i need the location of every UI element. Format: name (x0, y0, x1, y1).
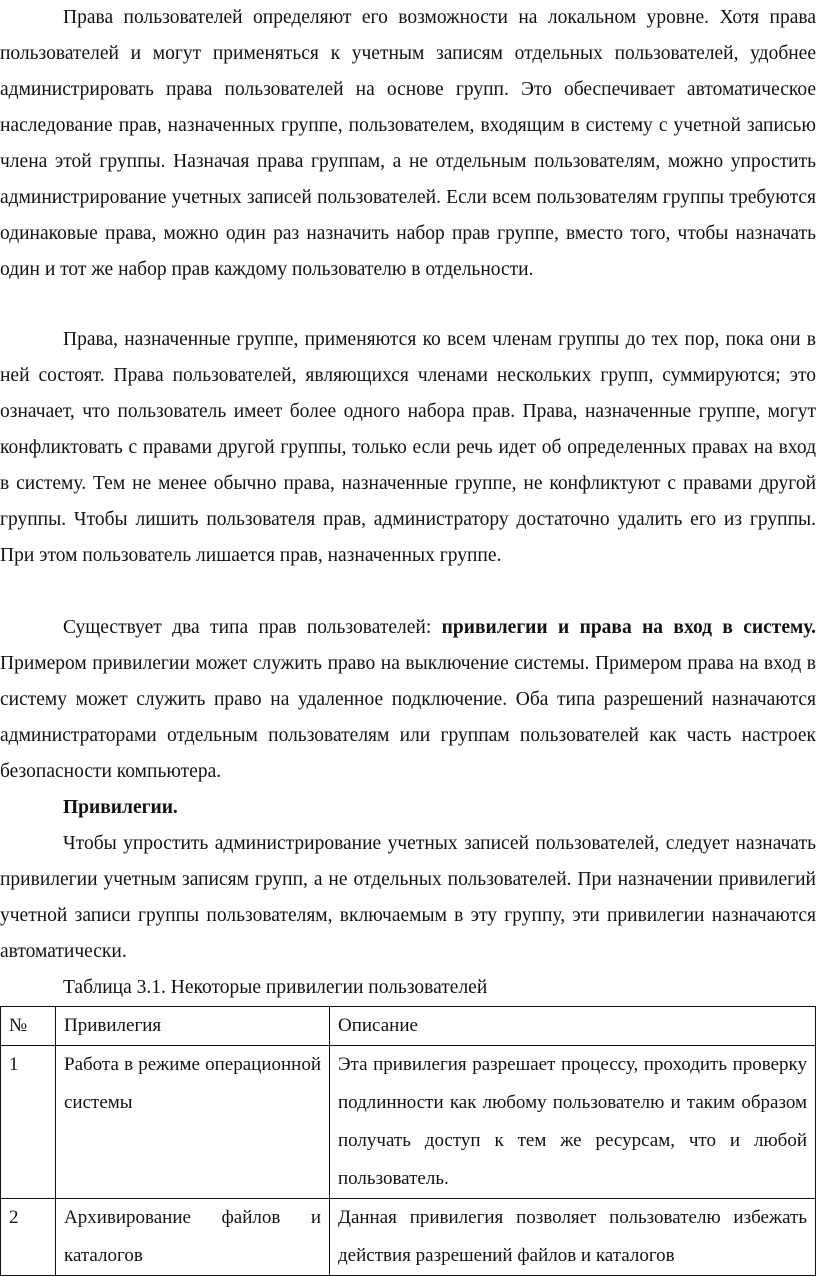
header-privilege: Привилегия (56, 1007, 330, 1046)
row-description: Эта привилегия разрешает процессу, проходить проверку подлинности как любому пользователю и таким образом получать доступ к тем же ресурсам, что и любой пользователь. (330, 1046, 816, 1199)
header-num: № (1, 1007, 56, 1046)
row-num: 1 (1, 1046, 56, 1199)
header-description: Описание (330, 1007, 816, 1046)
privileges-table (0, 1006, 816, 1276)
row-num: 2 (1, 1199, 56, 1276)
heading-privileges: Привилегии. (63, 797, 178, 818)
paragraph-rights-overview: Права пользователей определяют его возможности на локальном уровне. Хотя права пользователей и могут применяться к учетным записям отдельных пользователей, удобнее администрировать права пользователей на основе групп. Это обеспечивает автоматическое наследование прав, назначенных группе, пользователем, входящим в систему с учетной записью члена этой группы. Назначая права группам, а не отдельным пользователям, можно упростить администрирование учетных записей пользователей. Если всем пользователям группы требуются одинаковые права, можно один раз назначить набор прав группе, вместо того, чтобы назначать один и тот же набор прав каждому пользователю в отдельности. (0, 7, 816, 280)
row-privilege: Архивирование файлов и каталогов (56, 1199, 330, 1276)
table-caption: Таблица 3.1. Некоторые привилегии пользователей (63, 977, 488, 998)
table-header-row (1, 1007, 816, 1046)
paragraph-rights-types-end: Примером привилегии может служить право на выключение системы. Примером права на вход в систему может служить право на удаленное подключение. Оба типа разрешений назначаются администраторами отдельным пользователям или группам пользователей как часть настроек безопасности компьютера. (0, 653, 816, 782)
paragraph-rights-types (0, 610, 816, 790)
paragraph-rights-types-start: Существует два типа прав пользователей: (63, 617, 442, 638)
paragraph-group-rights: Права, назначенные группе, применяются ко всем членам группы до тех пор, пока они в ней состоят. Права пользователей, являющихся членами нескольких групп, суммируются; это означает, что пользователь имеет более одного набора прав. Права, назначенные группе, могут конфликтовать с правами другой группы, только если речь идет об определенных правах на вход в систему. Тем не менее обычно права, назначенные группе, не конфликтуют с правами другой группы. Чтобы лишить пользователя прав, администратору достаточно удалить его из группы. При этом пользователь лишается прав, назначенных группе. (0, 329, 816, 566)
row-description: Данная привилегия позволяет пользователю избежать действия разрешений файлов и каталогов (330, 1199, 816, 1276)
table-row (1, 1199, 816, 1276)
table-row (1, 1046, 816, 1199)
paragraph-rights-types-bold: привилегии и права на вход в систему. (441, 617, 816, 638)
paragraph-privileges: Чтобы упростить администрирование учетных записей пользователей, следует назначать привилегии учетным записям групп, а не отдельных пользователей. При назначении привилегий учетной записи группы пользователям, включаемым в эту группу, эти привилегии назначаются автоматически. (0, 833, 816, 962)
row-privilege: Работа в режиме операционной системы (56, 1046, 330, 1199)
